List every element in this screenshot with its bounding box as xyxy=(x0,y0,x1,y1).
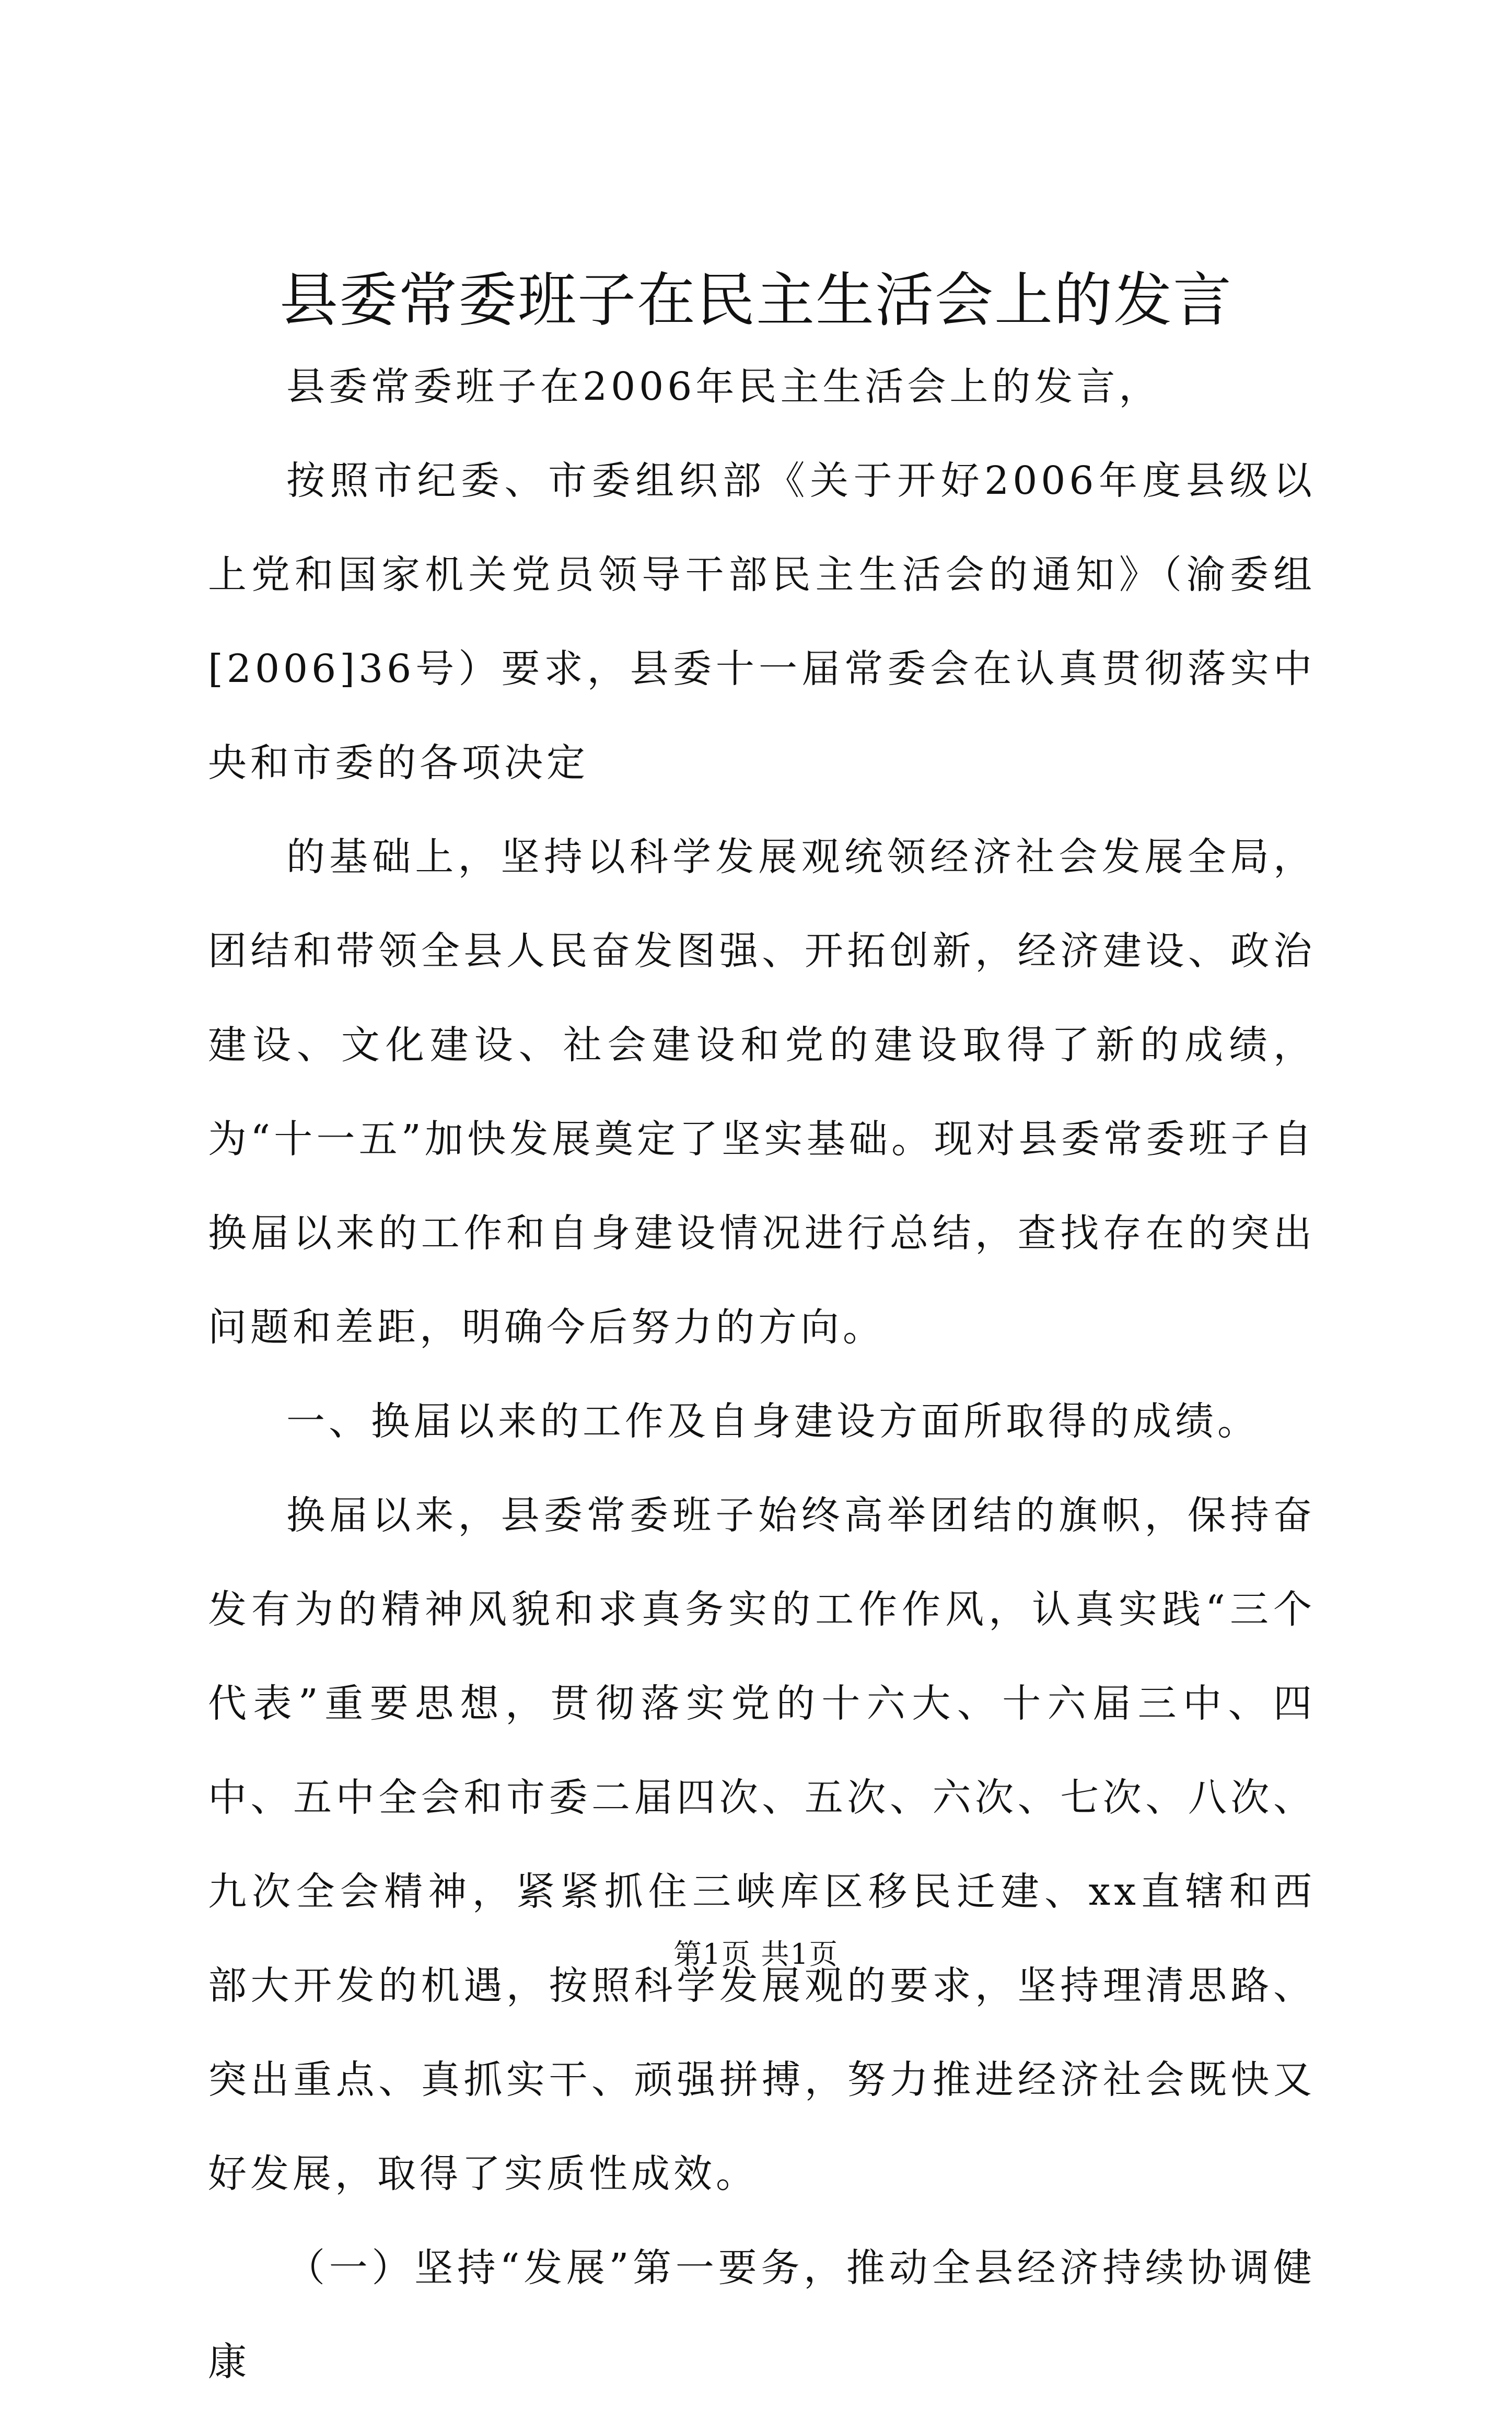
paragraph-notice-reference: 按照市纪委、市委组织部《关于开好2006年度县级以上党和国家机关党员领导干部民主生活会的通知》（渝委组[2006]36号）要求，县委十一届常委会在认真贯彻落实中央和市委的各项决定 xyxy=(208,458,1316,785)
page-footer: 第1页 共1页 xyxy=(673,1938,839,1971)
document-body xyxy=(208,340,1316,2409)
section-heading-one: 一、换届以来的工作及自身建设方面所取得的成绩。 xyxy=(286,1399,1260,1444)
document-title: 县委常委班子在民主生活会上的发言 xyxy=(280,267,1232,334)
paragraph-achievements-summary: 的基础上，坚持以科学发展观统领经济社会发展全局，团结和带领全县人民奋发图强、开拓创新，经济建设、政治建设、文化建设、社会建设和党的建设取得了新的成绩，为“十一五”加快发展奠定了坚实基础。现对县委常委班子自换届以来的工作和自身建设情况进行总结，查找存在的突出问题和差距，明确今后努力的方向。 xyxy=(208,835,1316,1350)
paragraph-since-election: 换届以来，县委常委班子始终高举团结的旗帜，保持奋发有为的精神风貌和求真务实的工作作风，认真实践“三个代表”重要思想，贯彻落实党的十六大、十六届三中、四中、五中全会和市委二届四次、五次、六次、七次、八次、九次全会精神，紧紧抓住三峡库区移民迁建、xx直辖和西部大开发的机遇，按照科学发展观的要求，坚持理清思路、突出重点、真抓实干、顽强拼搏，努力推进经济社会既快又好发展，取得了实质性成效。 xyxy=(208,1493,1316,2196)
paragraph-intro: 县委常委班子在2006年民主生活会上的发言， xyxy=(286,364,1161,409)
subsection-heading-one: （一）坚持“发展”第一要务，推动全县经济持续协调健康 xyxy=(208,2245,1316,2384)
